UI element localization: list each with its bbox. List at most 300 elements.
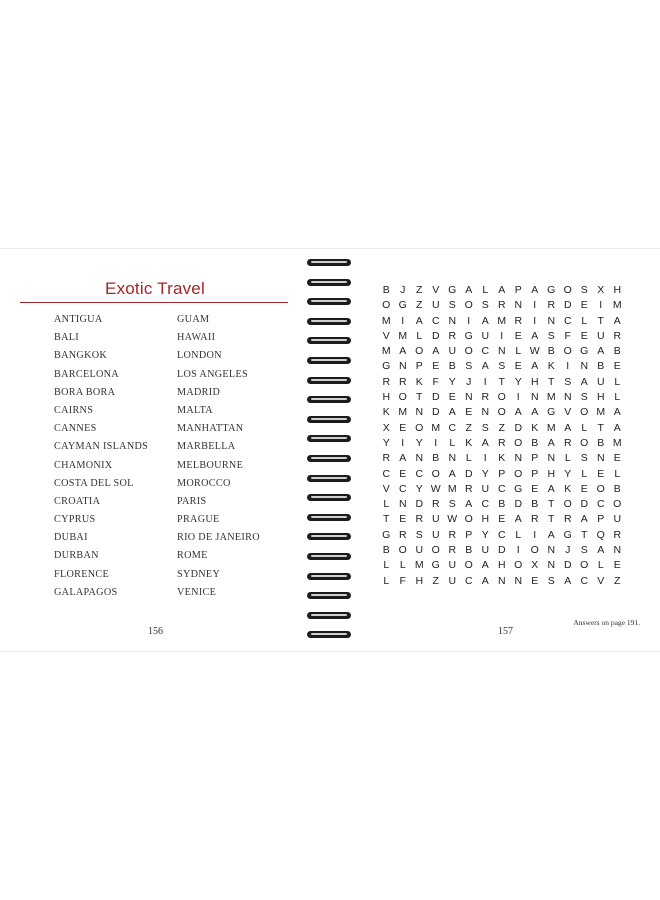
- grid-letter: B: [547, 345, 555, 358]
- grid-letter: A: [481, 360, 489, 373]
- grid-letter: U: [448, 559, 457, 572]
- grid-letter: A: [481, 559, 489, 572]
- grid-letter: I: [533, 299, 537, 312]
- grid-letter: K: [498, 452, 506, 465]
- grid-letter: S: [580, 391, 588, 404]
- grid-letter: G: [547, 406, 556, 419]
- grid-letter: N: [514, 299, 523, 312]
- grid-letter: R: [481, 391, 490, 404]
- grid-letter: H: [382, 391, 391, 404]
- grid-letter: L: [383, 559, 390, 572]
- spiral-coil: [305, 512, 353, 523]
- grid-letter: L: [581, 314, 588, 327]
- grid-letter: C: [481, 345, 490, 358]
- grid-letter: H: [530, 375, 539, 388]
- grid-letter: U: [613, 513, 622, 526]
- grid-letter: F: [564, 329, 571, 342]
- grid-letter: P: [498, 467, 506, 480]
- grid-letter: J: [466, 375, 472, 388]
- grid-letter: N: [613, 544, 622, 557]
- grid-letter: J: [400, 284, 406, 296]
- grid-letter: N: [547, 559, 556, 572]
- grid-letter: T: [581, 528, 588, 541]
- grid-letter: V: [382, 482, 390, 495]
- grid-letter: U: [431, 528, 440, 541]
- spiral-coil: [305, 473, 353, 484]
- grid-letter: T: [597, 421, 604, 434]
- grid-letter: O: [464, 513, 473, 526]
- grid-letter: K: [465, 436, 473, 449]
- grid-letter: P: [415, 360, 423, 373]
- grid-letter: E: [514, 329, 522, 342]
- word-list-item: LOS ANGELES: [177, 368, 248, 380]
- word-list-item: ANTIGUA: [54, 314, 103, 325]
- grid-letter: K: [531, 421, 539, 434]
- grid-letter: A: [514, 406, 522, 419]
- grid-letter: A: [432, 345, 440, 358]
- grid-letter: U: [448, 574, 457, 587]
- grid-letter: V: [382, 329, 390, 342]
- grid-letter: T: [548, 513, 555, 526]
- grid-letter: B: [448, 360, 456, 373]
- spiral-coil: [305, 551, 353, 562]
- grid-letter: L: [614, 391, 621, 404]
- grid-letter: H: [481, 513, 490, 526]
- word-list-item: MARBELLA: [177, 441, 236, 453]
- word-list-item: CROATIA: [54, 495, 101, 507]
- grid-letter: A: [564, 574, 572, 587]
- grid-letter: N: [514, 574, 523, 587]
- grid-letter: Z: [614, 574, 621, 587]
- grid-letter: M: [398, 406, 408, 419]
- grid-letter: I: [516, 544, 520, 557]
- grid-letter: O: [497, 391, 506, 404]
- grid-letter: L: [399, 559, 406, 572]
- grid-letter: O: [613, 498, 622, 511]
- grid-letter: G: [547, 284, 556, 296]
- grid-letter: G: [382, 528, 391, 541]
- grid-letter: E: [399, 421, 407, 434]
- grid-letter: H: [613, 284, 622, 296]
- grid-letter: A: [465, 284, 473, 296]
- grid-letter: A: [613, 406, 621, 419]
- word-list-item: ROME: [177, 550, 208, 562]
- grid-letter: Y: [481, 467, 489, 480]
- grid-letter: O: [563, 284, 572, 296]
- spiral-coil: [305, 492, 353, 503]
- grid-letter: R: [448, 329, 457, 342]
- grid-letter: N: [497, 345, 506, 358]
- grid-letter: D: [514, 498, 523, 511]
- grid-letter: B: [613, 345, 621, 358]
- grid-letter: N: [547, 452, 556, 465]
- title-underline: [20, 302, 288, 303]
- grid-letter: O: [514, 436, 523, 449]
- grid-letter: R: [431, 498, 440, 511]
- grid-letter: G: [382, 360, 391, 373]
- grid-letter: N: [415, 406, 424, 419]
- grid-letter: A: [399, 452, 407, 465]
- grid-letter: D: [431, 391, 440, 404]
- grid-letter: S: [547, 329, 555, 342]
- grid-letter: D: [563, 299, 572, 312]
- grid-letter: O: [464, 345, 473, 358]
- grid-letter: I: [599, 299, 603, 312]
- grid-letter: D: [415, 498, 424, 511]
- spiral-coil: [305, 277, 353, 288]
- word-list-item: CYPRUS: [54, 514, 96, 526]
- grid-letter: I: [483, 375, 487, 388]
- grid-letter: M: [546, 421, 556, 434]
- grid-letter: Y: [448, 375, 456, 388]
- grid-letter: R: [415, 513, 424, 526]
- grid-letter: V: [432, 284, 440, 296]
- grid-letter: L: [383, 498, 390, 511]
- grid-letter: T: [498, 375, 505, 388]
- grid-letter: V: [597, 574, 605, 587]
- grid-letter: N: [398, 498, 407, 511]
- grid-letter: U: [448, 345, 457, 358]
- grid-letter: E: [580, 299, 588, 312]
- grid-letter: B: [382, 284, 390, 296]
- grid-letter: M: [381, 345, 391, 358]
- grid-letter: N: [481, 406, 490, 419]
- grid-letter: H: [596, 391, 605, 404]
- grid-letter: C: [448, 421, 457, 434]
- grid-letter: S: [580, 544, 588, 557]
- grid-letter: E: [531, 574, 539, 587]
- word-list-item: VENICE: [177, 586, 217, 598]
- word-list-item: BARCELONA: [54, 368, 119, 380]
- grid-letter: O: [580, 436, 589, 449]
- word-list-item: BANGKOK: [54, 350, 108, 362]
- grid-letter: Y: [564, 467, 572, 480]
- grid-letter: N: [547, 314, 556, 327]
- page-number-right: 157: [498, 626, 513, 637]
- grid-letter: A: [531, 406, 539, 419]
- grid-letter: G: [514, 482, 523, 495]
- grid-letter: L: [449, 436, 456, 449]
- grid-letter: Z: [465, 421, 472, 434]
- left-page: [0, 249, 302, 649]
- grid-letter: E: [448, 391, 456, 404]
- grid-letter: W: [447, 513, 458, 526]
- grid-letter: A: [597, 544, 605, 557]
- grid-letter: E: [531, 482, 539, 495]
- grid-letter: O: [464, 559, 473, 572]
- grid-letter: B: [432, 452, 440, 465]
- grid-letter: L: [515, 345, 522, 358]
- word-list-item: CANNES: [54, 423, 97, 435]
- spiral-coil: [305, 531, 353, 542]
- grid-letter: A: [580, 513, 588, 526]
- grid-letter: R: [514, 314, 523, 327]
- grid-letter: G: [431, 559, 440, 572]
- word-list-item: MALTA: [177, 404, 213, 416]
- grid-letter: I: [516, 391, 520, 404]
- grid-letter: Z: [416, 284, 423, 296]
- grid-letter: E: [613, 559, 621, 572]
- grid-letter: N: [514, 452, 523, 465]
- grid-letter: B: [597, 436, 605, 449]
- grid-letter: S: [481, 299, 489, 312]
- grid-letter: H: [415, 574, 424, 587]
- grid-letter: A: [531, 329, 539, 342]
- grid-letter: Y: [481, 528, 489, 541]
- grid-letter: L: [614, 375, 621, 388]
- grid-letter: I: [500, 329, 504, 342]
- spiral-coil: [305, 355, 353, 366]
- grid-letter: I: [483, 452, 487, 465]
- grid-letter: C: [580, 574, 589, 587]
- grid-letter: R: [497, 299, 506, 312]
- grid-letter: R: [497, 436, 506, 449]
- grid-letter: R: [448, 544, 457, 557]
- grid-letter: C: [481, 498, 490, 511]
- grid-letter: E: [399, 467, 407, 480]
- grid-letter: R: [613, 528, 622, 541]
- grid-letter: R: [398, 375, 407, 388]
- grid-letter: A: [415, 314, 423, 327]
- grid-letter: L: [581, 421, 588, 434]
- grid-letter: T: [597, 314, 604, 327]
- grid-letter: C: [497, 528, 506, 541]
- grid-letter: C: [415, 467, 424, 480]
- grid-letter: B: [382, 544, 390, 557]
- grid-letter: R: [382, 452, 391, 465]
- word-list-item: DURBAN: [54, 550, 99, 562]
- grid-letter: I: [434, 436, 438, 449]
- spiral-coil: [305, 296, 353, 307]
- word-list-item: GALAPAGOS: [54, 586, 118, 598]
- grid-letter: A: [597, 345, 605, 358]
- grid-letter: D: [431, 406, 440, 419]
- grid-letter: U: [481, 329, 490, 342]
- grid-letter: A: [547, 528, 555, 541]
- word-search-grid: [378, 283, 626, 589]
- grid-letter: Y: [514, 375, 522, 388]
- grid-letter: E: [613, 452, 621, 465]
- grid-letter: M: [596, 406, 606, 419]
- word-list-item: GUAM: [177, 314, 210, 325]
- grid-letter: O: [415, 421, 424, 434]
- grid-letter: A: [465, 498, 473, 511]
- grid-letter: A: [514, 513, 522, 526]
- grid-letter: C: [398, 482, 407, 495]
- grid-letter: S: [415, 528, 423, 541]
- spiral-coil: [305, 610, 353, 621]
- grid-letter: R: [448, 528, 457, 541]
- grid-letter: S: [564, 375, 572, 388]
- grid-letter: Q: [596, 528, 605, 541]
- grid-letter: R: [530, 513, 539, 526]
- spiral-coil: [305, 629, 353, 640]
- word-list-item: FLORENCE: [54, 568, 110, 580]
- grid-letter: M: [414, 559, 424, 572]
- grid-letter: U: [431, 513, 440, 526]
- grid-letter: P: [597, 513, 605, 526]
- grid-letter: Z: [416, 299, 423, 312]
- grid-letter: D: [580, 498, 589, 511]
- grid-letter: A: [399, 345, 407, 358]
- grid-letter: E: [613, 360, 621, 373]
- grid-letter: Y: [415, 482, 423, 495]
- right-page: [360, 249, 660, 649]
- grid-letter: L: [564, 452, 571, 465]
- word-list-item: BALI: [54, 332, 79, 344]
- grid-letter: O: [497, 406, 506, 419]
- grid-letter: B: [613, 482, 621, 495]
- grid-letter: Y: [415, 436, 423, 449]
- grid-letter: C: [497, 482, 506, 495]
- spiral-coil: [305, 571, 353, 582]
- word-list-item: MANHATTAN: [177, 423, 244, 435]
- grid-letter: K: [547, 360, 555, 373]
- grid-letter: W: [430, 482, 441, 495]
- grid-letter: S: [481, 421, 489, 434]
- spiral-coil: [305, 335, 353, 346]
- grid-letter: B: [498, 498, 506, 511]
- grid-letter: U: [415, 544, 424, 557]
- grid-letter: E: [465, 406, 473, 419]
- grid-letter: H: [547, 467, 556, 480]
- grid-letter: R: [563, 436, 572, 449]
- grid-letter: N: [398, 360, 407, 373]
- grid-letter: L: [515, 528, 522, 541]
- grid-letter: M: [398, 329, 408, 342]
- grid-letter: T: [416, 391, 423, 404]
- word-list-item: CAYMAN ISLANDS: [54, 441, 149, 453]
- grid-letter: B: [531, 498, 539, 511]
- grid-letter: I: [401, 314, 405, 327]
- grid-letter: R: [547, 299, 556, 312]
- book-spread: [0, 248, 660, 652]
- grid-letter: M: [447, 482, 457, 495]
- grid-letter: G: [580, 345, 589, 358]
- grid-letter: C: [431, 314, 440, 327]
- grid-letter: H: [497, 559, 506, 572]
- grid-letter: A: [481, 314, 489, 327]
- grid-letter: N: [563, 391, 572, 404]
- grid-letter: M: [612, 436, 622, 449]
- grid-letter: A: [580, 375, 588, 388]
- word-list-item: CHAMONIX: [54, 459, 113, 471]
- word-list-item: HAWAII: [177, 332, 216, 344]
- word-list-item: MOROCCO: [177, 477, 231, 489]
- grid-letter: A: [613, 421, 621, 434]
- grid-letter: A: [547, 482, 555, 495]
- grid-letter: Z: [432, 574, 439, 587]
- grid-letter: G: [563, 528, 572, 541]
- grid-letter: D: [497, 544, 506, 557]
- grid-letter: R: [382, 375, 391, 388]
- grid-letter: R: [398, 528, 407, 541]
- grid-letter: P: [465, 528, 473, 541]
- grid-letter: L: [597, 559, 604, 572]
- grid-letter: M: [546, 391, 556, 404]
- grid-letter: N: [596, 452, 605, 465]
- grid-letter: I: [566, 360, 570, 373]
- grid-letter: X: [382, 421, 390, 434]
- grid-letter: N: [580, 360, 589, 373]
- grid-letter: L: [482, 284, 489, 296]
- word-list-item: MELBOURNE: [177, 459, 244, 471]
- grid-letter: O: [514, 467, 523, 480]
- spiral-coil: [305, 590, 353, 601]
- grid-letter: I: [467, 314, 471, 327]
- grid-letter: E: [514, 360, 522, 373]
- word-list-item: BORA BORA: [54, 386, 116, 398]
- grid-letter: A: [481, 436, 489, 449]
- grid-letter: C: [464, 574, 473, 587]
- grid-letter: L: [581, 467, 588, 480]
- grid-letter: I: [401, 436, 405, 449]
- word-list-item: PARIS: [177, 495, 207, 507]
- grid-letter: O: [580, 406, 589, 419]
- spiral-binding: [305, 257, 353, 647]
- grid-letter: O: [431, 467, 440, 480]
- grid-letter: U: [431, 299, 440, 312]
- grid-letter: G: [448, 284, 457, 296]
- grid-letter: N: [530, 391, 539, 404]
- grid-letter: M: [612, 299, 622, 312]
- grid-letter: P: [531, 452, 539, 465]
- grid-letter: K: [382, 406, 390, 419]
- grid-letter: S: [448, 299, 456, 312]
- grid-letter: I: [533, 314, 537, 327]
- grid-letter: F: [432, 375, 439, 388]
- word-list-column-2: [177, 311, 260, 602]
- grid-letter: E: [432, 360, 440, 373]
- grid-letter: O: [415, 345, 424, 358]
- grid-letter: A: [448, 406, 456, 419]
- grid-letter: N: [547, 544, 556, 557]
- grid-letter: N: [448, 314, 457, 327]
- grid-letter: N: [464, 391, 473, 404]
- puzzle-title: Exotic Travel: [105, 279, 205, 298]
- grid-letter: P: [531, 467, 539, 480]
- grid-letter: C: [382, 467, 391, 480]
- grid-letter: E: [597, 467, 605, 480]
- grid-letter: N: [448, 452, 457, 465]
- word-list-item: PRAGUE: [177, 514, 220, 526]
- spiral-coil: [305, 375, 353, 386]
- grid-letter: U: [596, 375, 605, 388]
- grid-letter: G: [398, 299, 407, 312]
- grid-letter: Z: [498, 421, 505, 434]
- grid-letter: O: [514, 559, 523, 572]
- spiral-coil: [305, 316, 353, 327]
- grid-letter: T: [548, 498, 555, 511]
- grid-letter: O: [382, 299, 391, 312]
- grid-letter: U: [596, 329, 605, 342]
- spiral-coil: [305, 257, 353, 268]
- word-list-item: MADRID: [177, 386, 221, 398]
- grid-letter: C: [596, 498, 605, 511]
- grid-letter: D: [431, 329, 440, 342]
- grid-letter: A: [531, 360, 539, 373]
- grid-letter: S: [448, 498, 456, 511]
- word-list-item: DUBAI: [54, 532, 88, 544]
- grid-letter: X: [597, 284, 605, 296]
- grid-letter: O: [563, 345, 572, 358]
- spiral-coil: [305, 414, 353, 425]
- grid-letter: N: [497, 574, 506, 587]
- grid-letter: R: [464, 482, 473, 495]
- grid-letter: E: [498, 513, 506, 526]
- grid-letter: L: [614, 467, 621, 480]
- word-list-item: SYDNEY: [177, 568, 221, 580]
